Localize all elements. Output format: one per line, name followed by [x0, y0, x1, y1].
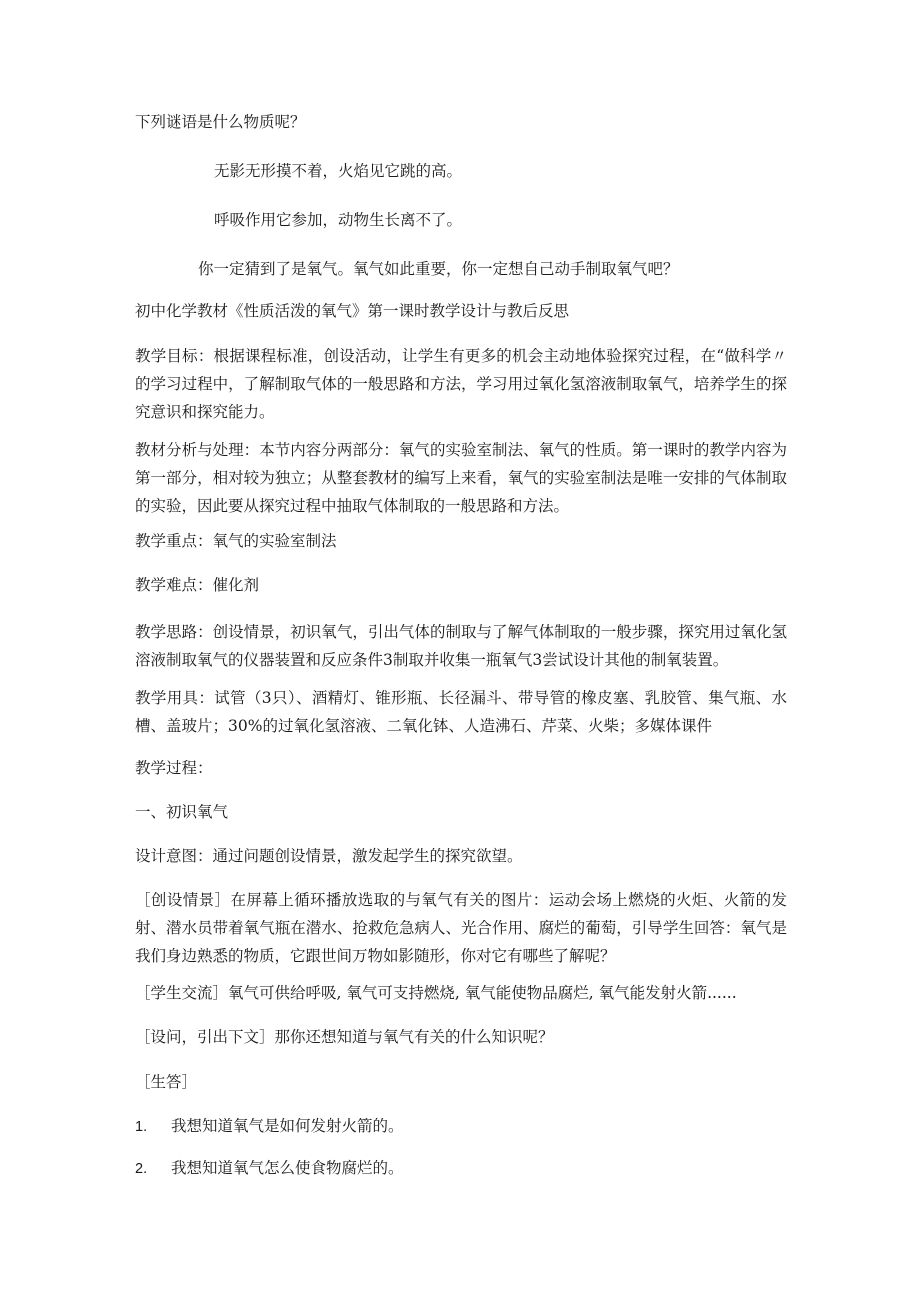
list-item-number: 2. — [135, 1161, 148, 1177]
riddle-line-2: 呼吸作用它参加，动物生长离不了。 — [214, 211, 463, 229]
list-item — [135, 1158, 404, 1179]
list-item — [135, 1116, 404, 1137]
list-item-text: 我想知道氧气是如何发射火箭的。 — [171, 1117, 404, 1135]
riddle-answer: 你一定猜到了是氧气。氧气如此重要，你一定想自己动手制取氧气吧？ — [198, 260, 679, 278]
teaching-approach: 教学思路：创设情景，初识氧气，引出气体的制取与了解气体制取的一般步骤，探究用过氧化氢溶液制取氧气的仪器装置和反应条件3制取并收集一瓶氧气3尝试设计其他的制氧装置。 — [135, 623, 787, 669]
teaching-objectives: 教学目标：根据课程标准，创设活动，让学生有更多的机会主动地体验探究过程，在“做科学〃的学习过程中，了解制取气体的一般思路和方法，学习用过氧化氢溶液制取氧气，培养学生的探究意识和探究能力。 — [135, 347, 787, 421]
student-exchange: ［学生交流］氧气可供给呼吸, 氧气可支持燃烧, 氧气能使物品腐烂, 氧气能发射火箭...... — [135, 984, 737, 1002]
difficulty: 教学难点：催化剂 — [135, 576, 260, 594]
section-heading: 一、初识氧气 — [135, 803, 229, 821]
student-answer-label: ［生答］ — [135, 1073, 198, 1091]
teaching-tools: 教学用具：试管（3只）、酒精灯、锥形瓶、长径漏斗、带导管的橡皮塞、乳胶管、集气瓶、水槽、盖玻片；30%的过氧化氢溶液、二氧化钵、人造沸石、芹菜、火柴；多媒体课件 — [135, 689, 787, 735]
process-heading: 教学过程： — [135, 759, 213, 777]
design-intent: 设计意图：通过问题创设情景，激发起学生的探究欲望。 — [135, 847, 523, 865]
material-analysis: 教材分析与处理：本节内容分两部分：氧气的实验室制法、氧气的性质。第一课时的教学内容为第一部分，相对较为独立；从整套教材的编写上来看，氧气的实验室制法是唯一安排的气体制取的实验，因此要从探究过程中抽取气体制取的一般思路和方法。 — [135, 441, 787, 515]
list-item-text: 我想知道氧气怎么使食物腐烂的。 — [171, 1159, 404, 1177]
scenario-paragraph: ［创设情景］在屏幕上循环播放选取的与氧气有关的图片：运动会场上燃烧的火炬、火箭的发射、潜水员带着氧气瓶在潜水、抢救危急病人、光合作用、腐烂的葡萄，引导学生回答：氧气是我们身边熟悉的物质，它跟世间万物如影随形，你对它有哪些了解呢？ — [135, 891, 787, 965]
list-item-number: 1. — [135, 1119, 148, 1135]
riddle-question: 下列谜语是什么物质呢？ — [135, 113, 306, 131]
riddle-line-1: 无影无形摸不着，火焰见它跳的高。 — [214, 162, 463, 180]
question-prompt: ［设问，引出下文］那你还想知道与氧气有关的什么知识呢？ — [135, 1028, 554, 1046]
key-point: 教学重点：氧气的实验室制法 — [135, 532, 337, 550]
document-title: 初中化学教材《性质活泼的氧气》第一课时教学设计与教后反思 — [135, 302, 570, 320]
